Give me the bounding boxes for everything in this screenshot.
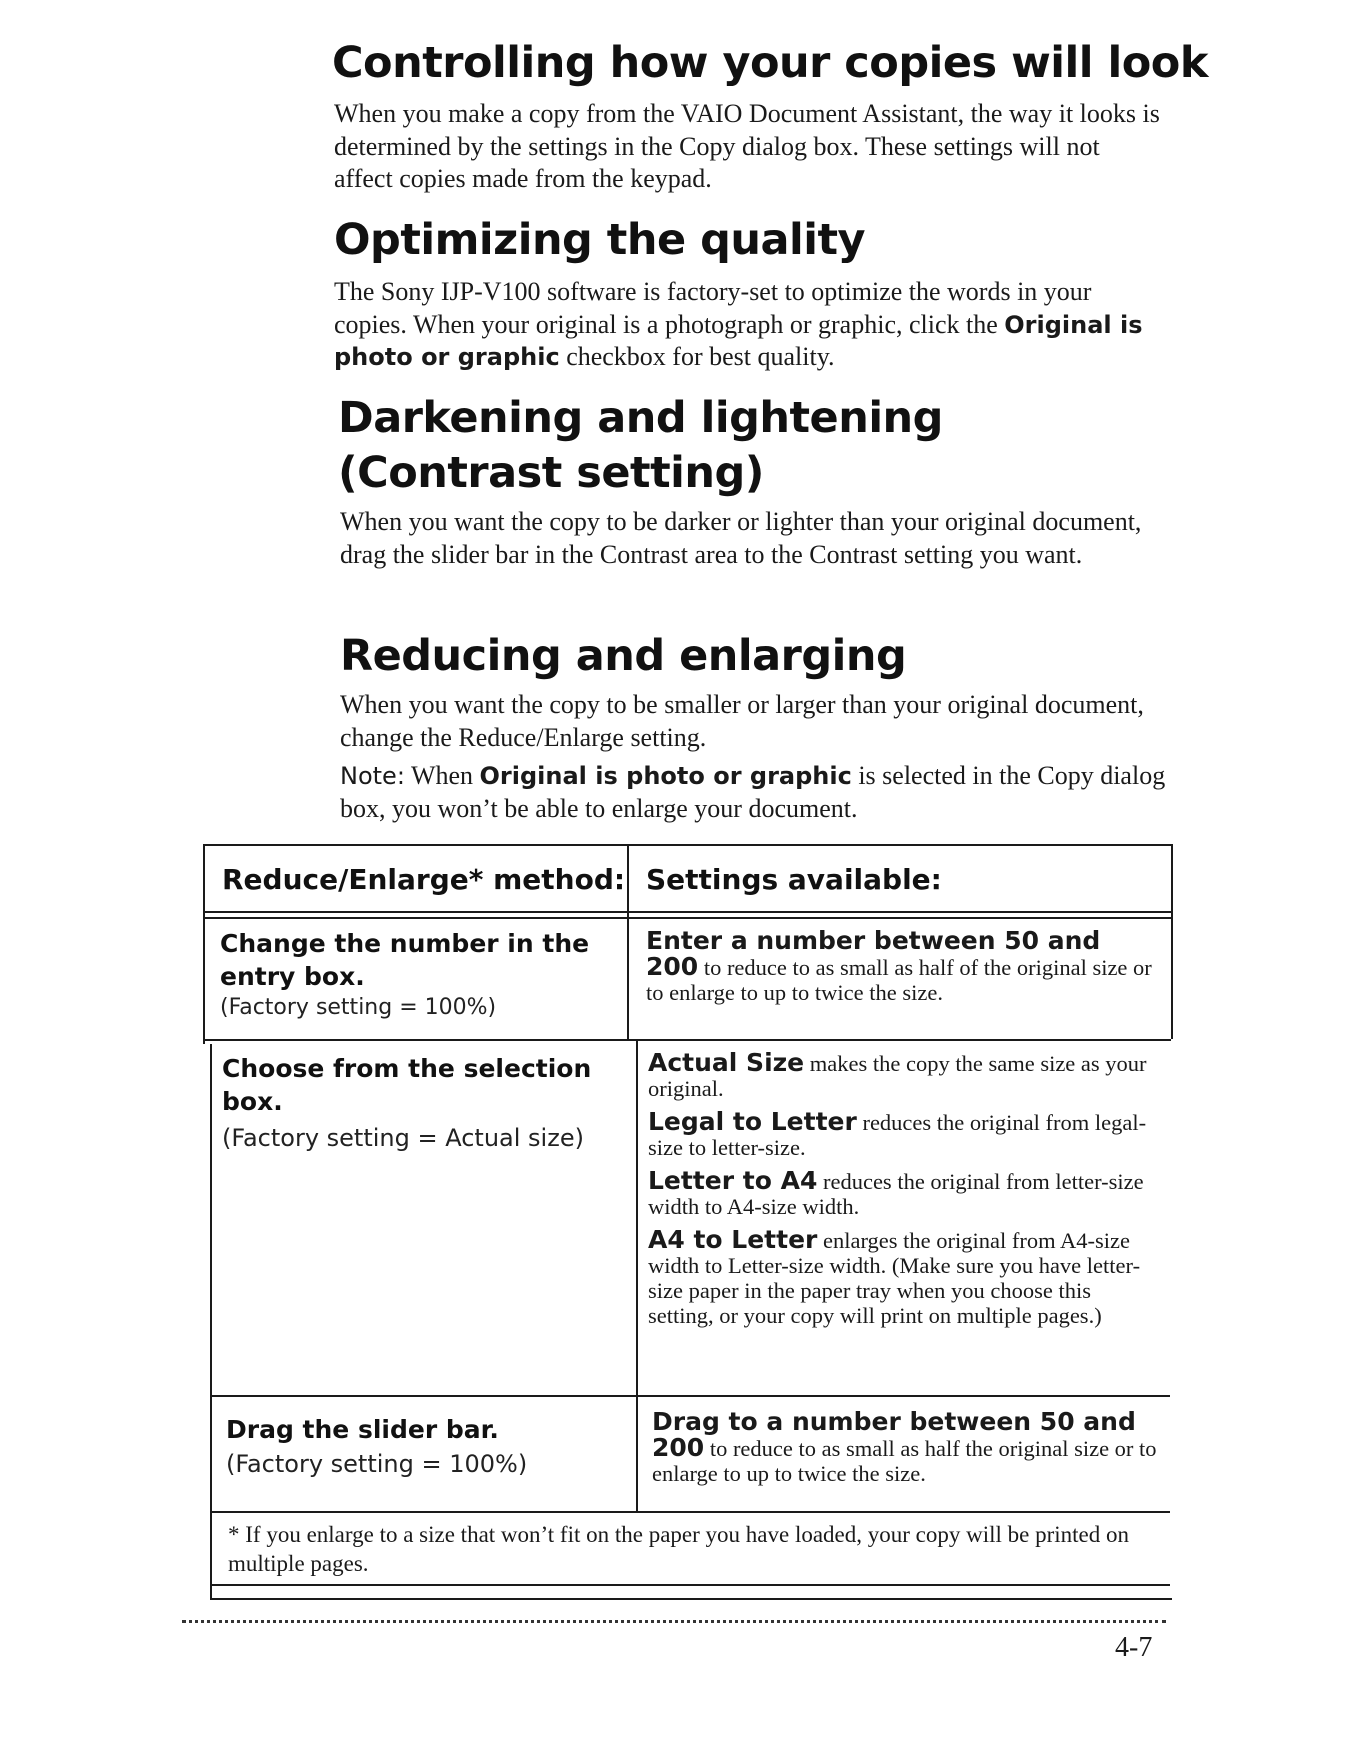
setting-item-text: to reduce to as small as half the original size or to enlarge to up to twice the size. [652, 1436, 1157, 1486]
settings-entry-box [646, 928, 1156, 1013]
table-row [226, 1413, 616, 1480]
setting-item [648, 1109, 1158, 1160]
optimizing-text-post: checkbox for best quality. [566, 342, 835, 371]
setting-item-text: reduces the original from legal-size to letter-size. [648, 1110, 1147, 1160]
footer-dotted-rule [182, 1620, 1166, 1623]
setting-item [652, 1409, 1162, 1486]
settings-selection-box [648, 1050, 1158, 1336]
setting-item [646, 928, 1156, 1005]
heading-reducing-enlarging: Reducing and enlarging [340, 631, 907, 681]
table-border-top [203, 844, 1173, 846]
setting-item [648, 1227, 1158, 1328]
table-header-rule-2 [205, 917, 1171, 919]
table-row-rule-3 [212, 1511, 1170, 1513]
option-photo-or-graphic: Original is photo or graphic [334, 310, 1143, 371]
table-header-method: Reduce/Enlarge* method: [222, 863, 626, 896]
optimizing-text-pre: The Sony IJP-V100 software is factory-set to optimize the words in your copies. When your original is a photograph or graphic, click the [334, 277, 1092, 339]
table-bottom-rule-short [210, 1598, 1172, 1600]
setting-item-title: Legal to Letter [648, 1107, 857, 1136]
setting-item-text: makes the copy the same size as your original. [648, 1051, 1147, 1101]
note-text-post: is selected in the Copy dialog box, you won’t be able to enlarge your document. [340, 761, 1166, 823]
table-row-rule-1 [205, 1039, 1171, 1041]
heading-contrast-setting: (Contrast setting) [338, 448, 764, 498]
table-row [222, 1052, 622, 1154]
method-slider-bar: Drag the slider bar. [226, 1415, 499, 1444]
table-border-right [1171, 844, 1173, 1039]
heading-controlling-copies: Controlling how your copies will look [332, 38, 1208, 88]
note-text-pre: When [410, 761, 474, 790]
table-bottom-rule [212, 1584, 1170, 1586]
factory-setting-selection-box: (Factory setting = Actual size) [222, 1124, 584, 1152]
table-border-left [203, 844, 205, 1044]
note-option-photo-or-graphic: Original is photo or graphic [479, 762, 852, 790]
paragraph-optimizing-quality [334, 276, 1164, 374]
page-number: 4-7 [1115, 1632, 1153, 1663]
table-footnote: * If you enlarge to a size that won’t fit on the paper you have loaded, your copy will be printed on multiple pages. [228, 1522, 1130, 1576]
setting-item [648, 1050, 1158, 1101]
settings-slider-bar [652, 1409, 1162, 1494]
method-selection-box: Choose from the selection box. [222, 1054, 592, 1116]
setting-item-text: enlarges the original from A4-size width to Letter-size width. (Make sure you have letter-size paper in the paper tray when you choose this setting, or your copy will print on multiple pages.) [648, 1228, 1141, 1328]
setting-item-title: Actual Size [648, 1048, 805, 1077]
heading-optimizing-quality: Optimizing the quality [334, 215, 866, 265]
table-row-rule-2 [212, 1395, 1170, 1397]
table-header-settings: Settings available: [646, 863, 942, 896]
factory-setting-slider-bar: (Factory setting = 100%) [226, 1450, 528, 1478]
paragraph-reducing-enlarging: When you want the copy to be smaller or larger than your original document, change the Reduce/Enlarge setting. [340, 690, 1144, 752]
setting-item-title: Letter to A4 [648, 1166, 818, 1195]
paragraph-controlling-copies: When you make a copy from the VAIO Document Assistant, the way it looks is determined by the settings in the Copy dialog box. These settings will not affect copies made from the keypad. [334, 99, 1160, 193]
note-paragraph [340, 760, 1170, 825]
table-row [220, 927, 610, 1023]
method-entry-box: Change the number in the entry box. [220, 929, 590, 991]
setting-item-title: Drag to a number between 50 and 200 [652, 1407, 1136, 1462]
table-header-rule-1 [205, 911, 1171, 913]
paragraph-contrast: When you want the copy to be darker or lighter than your original document, drag the slider bar in the Contrast area to the Contrast setting you want. [340, 507, 1142, 569]
table-border-left-lower [210, 1044, 212, 1600]
setting-item-title: A4 to Letter [648, 1225, 818, 1254]
setting-item-text: reduces the original from letter-size width to A4-size width. [648, 1169, 1144, 1219]
setting-item [648, 1168, 1158, 1219]
factory-setting-entry-box: (Factory setting = 100%) [220, 995, 497, 1020]
note-label: Note: [340, 762, 405, 790]
table-column-divider [627, 844, 629, 1039]
table-column-divider-lower [636, 1039, 638, 1513]
heading-darkening-lightening: Darkening and lightening [338, 393, 943, 443]
setting-item-text: to reduce to as small as half of the original size or to enlarge to up to twice the size. [646, 955, 1152, 1005]
setting-item-title: Enter a number between 50 and 200 [646, 926, 1101, 981]
